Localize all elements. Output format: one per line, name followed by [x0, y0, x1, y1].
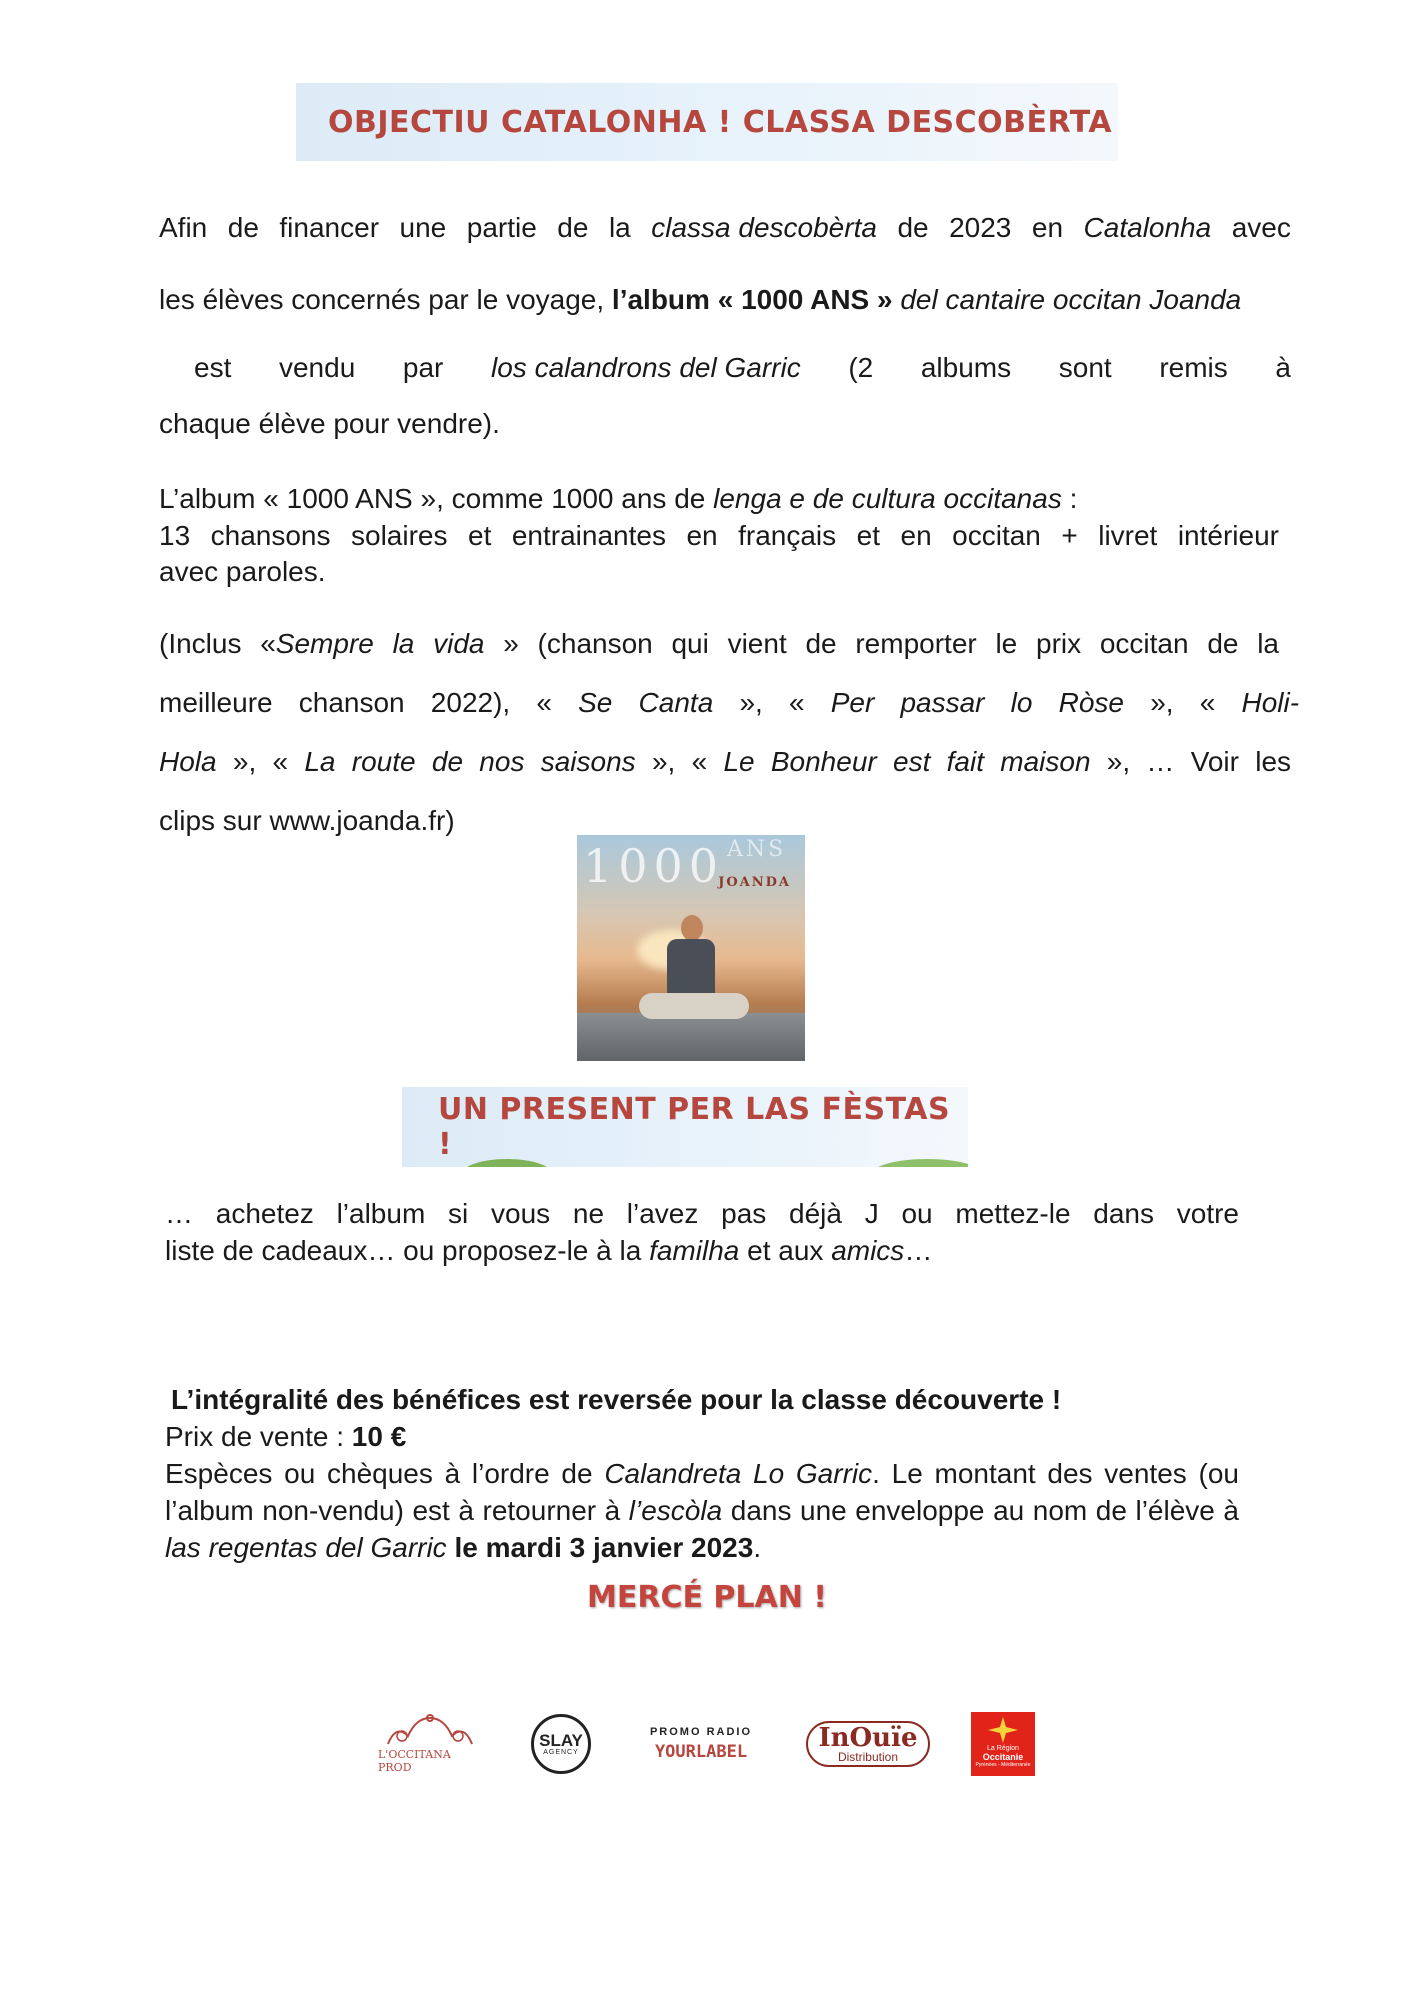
- price-line: Prix de vente : 10 €: [165, 1421, 407, 1452]
- intro-line-1: Afin de financer une partie de la classa descobèrta de 2023 en Catalonha avec: [159, 212, 1291, 243]
- intro-line-4: chaque élève pour vendre).: [159, 408, 500, 439]
- album-cover-image: [577, 835, 805, 1061]
- benefits-headline: L’intégralité des bénéfices est reversée pour la classe découverte !: [171, 1384, 1062, 1415]
- cover-title: 1000: [583, 839, 725, 893]
- inclus-line-1: (Inclus «Sempre la vida » (chanson qui vient de remporter le prix occitan de la: [159, 628, 1279, 659]
- intro-line-3: est vendu par los calandrons del Garric (2 albums sont remis à: [194, 352, 1291, 383]
- payment-paragraph: Espèces ou chèques à l’ordre de Calandreta Lo Garric. Le montant des ventes (ou l’album non-vendu) est à retourner à l’escòla dans une enveloppe au nom de l’élève à las regentas del Garric le mardi 3 janvier 2023.: [165, 1458, 1239, 1563]
- thanks-text: MERCÉ PLAN !: [587, 1580, 827, 1615]
- cover-ans: ANS: [727, 837, 787, 862]
- occitan-cross-icon: [986, 1715, 1020, 1745]
- section-title: UN PRESENT PER LAS FÈSTAS !: [438, 1092, 951, 1162]
- slay-agency-logo: SLAY AGENCY: [527, 1712, 595, 1776]
- inclus-line-3: Hola », « La route de nos saisons », « Le Bonheur est fait maison », … Voir les: [159, 746, 1292, 777]
- inclus-line-2: meilleure chanson 2022), « Se Canta », « Per passar lo Ròse », « Holi-: [159, 687, 1300, 718]
- intro-line-2: les élèves concernés par le voyage, l’album « 1000 ANS » del cantaire occitan Joanda: [159, 284, 1242, 315]
- loccitana-crown-icon: [382, 1714, 478, 1748]
- section-title: OBJECTIU CATALONHA ! CLASSA DESCOBÈRTA: [328, 104, 1113, 140]
- promo-radio-yourlabel-logo: PROMO RADIO YOURLABEL: [649, 1726, 753, 1762]
- cover-artist: JOANDA: [718, 875, 791, 890]
- section-banner-present: [402, 1087, 968, 1167]
- album-desc-line-3: avec paroles.: [159, 556, 326, 587]
- inouie-distribution-logo: InOuïe Distribution: [806, 1712, 930, 1776]
- present-line-1: … achetez l’album si vous ne l’avez pas déjà J ou mettez-le dans votre: [165, 1198, 1239, 1229]
- loccitana-prod-logo: L'OCCITANA PROD: [378, 1712, 482, 1776]
- inclus-line-4: clips sur www.joanda.fr): [159, 805, 455, 836]
- section-banner-catalonha: [296, 83, 1118, 161]
- region-occitanie-logo: La Région Occitanie Pyrénées - Méditerranée: [971, 1712, 1035, 1776]
- album-desc-line-2: 13 chansons solaires et entrainantes en français et en occitan + livret intérieur: [159, 520, 1279, 551]
- album-desc-line-1: L’album « 1000 ANS », comme 1000 ans de lenga e de cultura occitanas :: [159, 483, 1078, 514]
- present-line-2: liste de cadeaux… ou proposez-le à la familha et aux amics…: [165, 1235, 933, 1266]
